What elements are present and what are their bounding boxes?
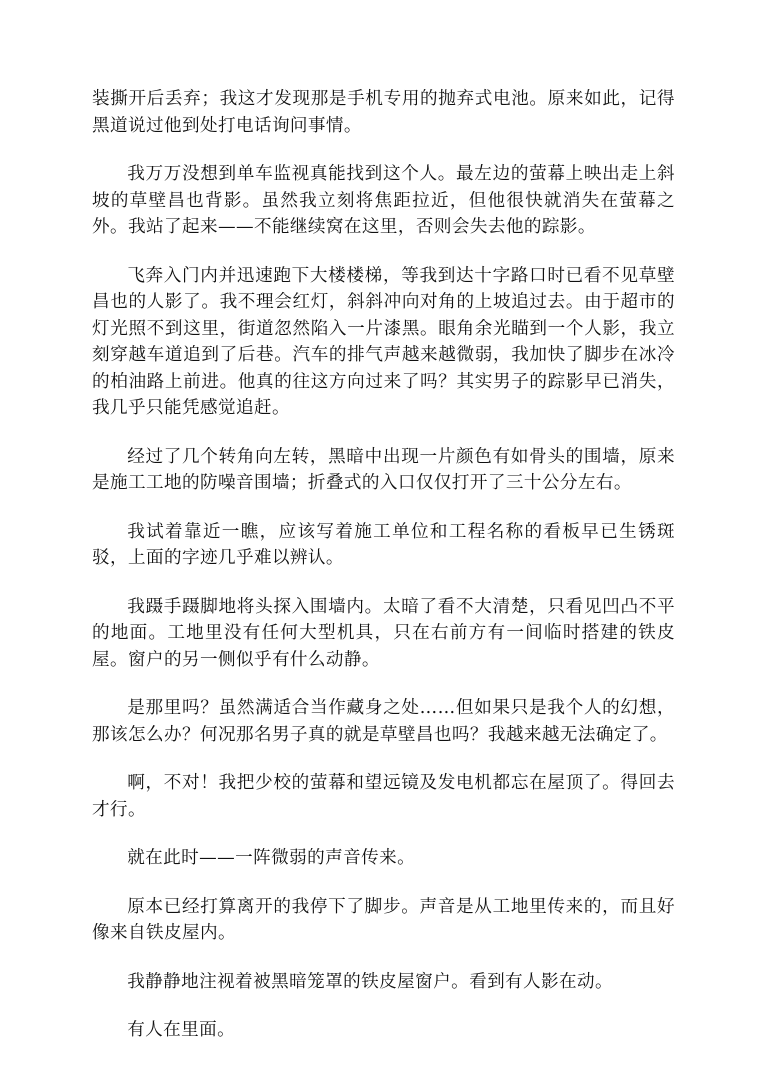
- paragraph: 我试着靠近一瞧，应该写着施工单位和工程名称的看板早已生锈斑驳，上面的字迹几乎难以辨认。: [92, 521, 675, 568]
- paragraph: 就在此时——一阵微弱的声音传来。: [127, 848, 416, 868]
- page-body: [92, 86, 675, 1066]
- paragraph: 是那里吗？虽然满适合当作藏身之处……但如果只是我个人的幻想，那该怎么办？何况那名男子真的就是草壁昌也吗？我越来越无法确定了。: [92, 698, 675, 745]
- paragraph: 有人在里面。: [127, 1020, 236, 1040]
- paragraph: 经过了几个转角向左转，黑暗中出现一片颜色有如骨头的围墙，原来是施工工地的防噪音围墙；折叠式的入口仅仅打开了三十公分左右。: [92, 446, 675, 493]
- paragraph: 飞奔入门内并迅速跑下大楼楼梯，等我到达十字路口时已看不见草壁昌也的人影了。我不理会红灯，斜斜冲向对角的上坡追过去。由于超市的灯光照不到这里，街道忽然陷入一片漆黑。眼角余光瞄到一个人影，我立刻穿越车道追到了后巷。汽车的排气声越来越微弱，我加快了脚步在冰冷的柏油路上前进。他真的往这方向过来了吗？其实男子的踪影早已消失，我几乎只能凭感觉追赶。: [92, 265, 675, 418]
- paragraph: 啊，不对！我把少校的萤幕和望远镜及发电机都忘在屋顶了。得回去才行。: [92, 773, 675, 820]
- paragraph: 我蹑手蹑脚地将头探入围墙内。太暗了看不大清楚，只看见凹凸不平的地面。工地里没有任何大型机具，只在右前方有一间临时搭建的铁皮屋。窗户的另一侧似乎有什么动静。: [92, 596, 675, 670]
- paragraph: 装撕开后丢弃；我这才发现那是手机专用的抛弃式电池。原来如此，记得黑道说过他到处打电话询问事情。: [92, 89, 675, 136]
- paragraph: 原本已经打算离开的我停下了脚步。声音是从工地里传来的，而且好像来自铁皮屋内。: [92, 896, 675, 943]
- paragraph: 我静静地注视着被黑暗笼罩的铁皮屋窗户。看到有人影在动。: [127, 971, 614, 992]
- paragraph: 我万万没想到单车监视真能找到这个人。最左边的萤幕上映出走上斜坡的草壁昌也背影。虽然我立刻将焦距拉近，但他很快就消失在萤幕之外。我站了起来——不能继续窝在这里，否则会失去他的踪影。: [92, 164, 675, 237]
